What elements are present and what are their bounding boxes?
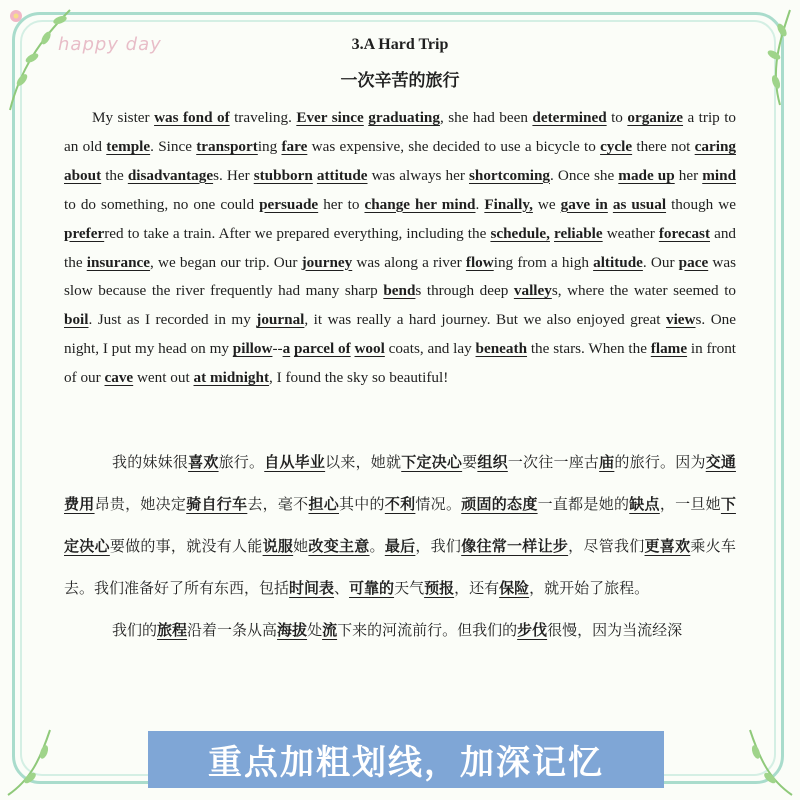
text-run: s. Her [213,166,254,184]
text-run: traveling. [229,109,297,126]
key-term: 步伐 [517,621,548,640]
key-term: 可靠的 [349,579,395,598]
key-term: cycle [600,137,633,155]
key-term: pace [678,253,709,271]
text-run: 我们的 [112,621,158,640]
key-term: flow [465,253,494,271]
text-run: a trip to an old [64,109,737,155]
key-term: 下定决心 [64,495,736,556]
key-term: pillow [232,340,273,358]
key-term: transport [196,137,258,155]
key-term: 骑自行车 [186,495,248,514]
text-run: 沿着一条从高 [187,621,278,640]
key-term: boil [64,311,89,329]
text-run: 很慢，因为当流经深 [547,621,683,640]
text-run: . Once she [549,166,619,184]
key-term: journey [301,253,353,271]
key-term: made up [618,166,675,184]
text-run: her to [318,195,365,213]
text-run: ，就开始了旅程。 [529,579,650,598]
text-run: s, where the water seemed to [551,282,737,300]
text-run: . Since [150,137,197,155]
text-run: there not [632,137,695,155]
text-run: 以来，她就 [325,453,402,472]
key-term: 下定决心 [401,453,463,472]
key-term: 自从毕业 [264,453,326,472]
key-term: 担心 [308,495,339,514]
key-term: caring about [64,137,737,184]
text-run: was along a river [352,253,466,271]
key-term: a [282,340,291,358]
key-term: 保险 [499,579,530,598]
text-run: -- [272,340,283,358]
key-term: Ever since [296,109,364,126]
key-term: mind [702,166,737,184]
text-run: the [101,166,128,184]
text-run: though we [666,195,736,213]
text-run: My sister [92,109,155,126]
key-term: attitude [316,166,368,184]
text-run: ，一旦她 [659,495,721,514]
text-run: s. One night, I put my head on my [64,311,736,358]
text-run: 其中的 [339,495,385,514]
key-term: at midnight [193,369,270,387]
key-term: as usual [612,195,667,213]
page-title: 3.A Hard Trip [351,36,449,53]
key-term: parcel of [293,340,351,358]
text-run: red to take a train. After we prepared everything, including the [104,224,491,242]
text-run: was expensive, she decided to use a bicycle to [307,137,601,155]
key-term: fare [281,137,308,155]
text-run: ing from a high [493,253,594,271]
key-term: cave [104,369,134,387]
text-run: her [674,166,703,184]
leaf-vine-decoration-bottom-right [720,700,800,800]
document-page [64,28,736,651]
text-run: ，我们 [415,537,462,556]
key-term: change her mind [364,195,476,213]
key-term: journal [256,311,305,329]
text-run: ，尽管我们 [568,537,645,556]
text-run: , it was really a hard journey. But we also enjoyed great [304,311,666,329]
text-run: in front of our [64,340,737,387]
key-term: 最后 [384,537,416,556]
text-run: , I found the sky so beautiful! [269,369,449,387]
key-term: disadvantage [127,166,214,184]
key-term: 时间表 [289,579,335,598]
key-term: insurance [86,253,151,271]
text-run: to do something, no one could [64,195,260,213]
key-term: 流 [322,621,338,640]
text-run: 她 [293,537,309,556]
text-run: 旅行。 [218,453,265,472]
text-run: 乘火车去。我们准备好了所有东西，包括 [64,537,736,598]
key-term: 庙 [599,453,615,472]
key-term: 预报 [424,579,455,598]
text-run: . Just as I recorded in my [88,311,257,329]
text-run: and the [64,224,737,271]
page-subtitle: 一次辛苦的旅行 [340,71,460,91]
text-run: 的旅行。因为 [614,453,706,472]
key-term: 改变主意 [308,537,370,556]
key-term: 组织 [477,453,508,472]
text-run: 一次往一座古 [507,453,600,472]
key-term: bend [383,282,416,300]
key-term: temple [106,137,151,155]
text-run: s through deep [415,282,514,300]
text-run: we [532,195,561,213]
text-run: 、 [334,579,350,598]
text-run: went out [133,369,194,387]
key-term: persuade [259,195,319,213]
key-term: was fond of [154,109,230,126]
text-run: 我的妹妹很 [112,453,189,472]
text-run: weather [602,224,659,242]
text-run: 天气 [394,579,425,598]
key-term: stubborn [253,166,313,184]
key-term: 不利 [384,495,416,514]
text-run: , she had been [439,109,533,126]
key-term: wool [354,340,385,358]
text-run: 下来的河流前行。但我们的 [337,621,518,640]
key-term: graduating [368,109,440,126]
text-run: was slow because the river frequently had many sharp [64,253,736,300]
key-term: 喜欢 [188,453,219,472]
text-run: the stars. When the [527,340,651,358]
text-run: . Our [642,253,679,271]
english-paragraph [64,104,736,393]
key-term: 旅程 [157,621,188,640]
text-run: 去，毫不 [247,495,309,514]
chinese-paragraph-1 [64,441,736,609]
text-run: 要 [462,453,478,472]
key-term: altitude [593,253,643,271]
key-term: 更喜欢 [644,537,691,556]
text-run: 情况。 [415,495,462,514]
key-term: reliable [554,224,603,242]
text-run: was always her [367,166,469,184]
key-term: 说服 [262,537,294,556]
key-term: valley [513,282,552,300]
key-term: gave in [560,195,608,213]
key-term: shortcoming [468,166,550,184]
key-term: 交通费用 [64,453,736,514]
leaf-vine-decoration-bottom-left [0,700,80,800]
key-term: prefer [64,224,105,242]
text-run: , we began our trip. Our [150,253,302,271]
key-term: view [665,311,696,329]
text-run: coats, and lay [384,340,476,358]
text-run: 处 [307,621,323,640]
key-term: organize [627,109,684,126]
text-run: 一直都是她的 [537,495,630,514]
key-term: Finally, [484,195,533,213]
key-term: determined [532,109,607,126]
key-term: 海拔 [277,621,308,640]
key-term: 像往常一样让步 [461,537,569,556]
tip-banner: 重点加粗划线，加深记忆 [148,731,664,788]
key-term: flame [650,340,688,358]
key-term: forecast [658,224,711,242]
text-run: ，还有 [454,579,500,598]
text-run: to [606,109,628,126]
text-run: . [475,195,485,213]
key-term: beneath [475,340,528,358]
key-term: schedule, [490,224,550,242]
decor-text: happy day [58,34,162,55]
text-run: 昂贵，她决定 [94,495,187,514]
key-term: 顽固的态度 [461,495,538,514]
key-term: 缺点 [629,495,660,514]
chinese-paragraph-2 [64,609,736,651]
text-run: ing [257,137,282,155]
text-run: 要做的事，就没有人能 [109,537,263,556]
text-run: 。 [369,537,385,556]
